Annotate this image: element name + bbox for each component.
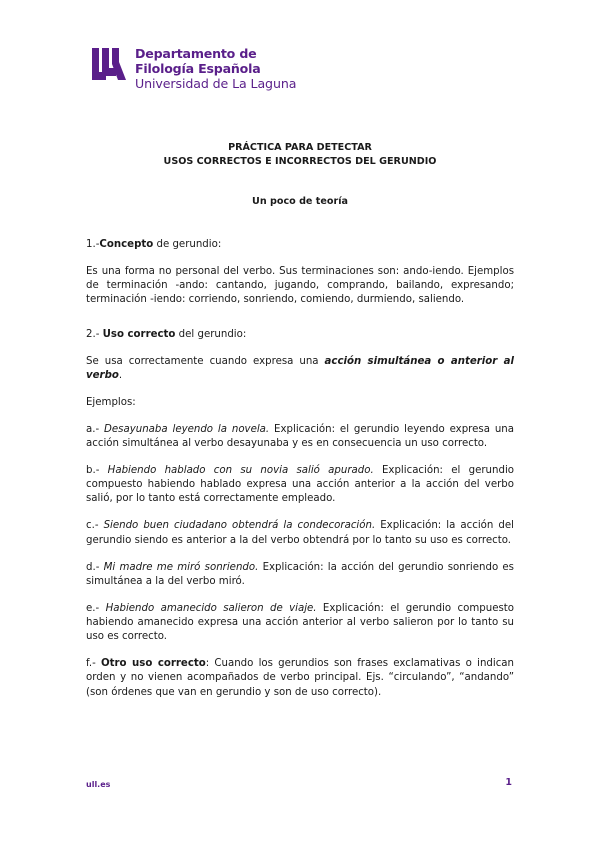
department-line1: Departamento de	[135, 46, 257, 61]
example-d-sentence: Mi madre me miró sonriendo.	[103, 561, 259, 573]
example-a-sentence: Desayunaba leyendo la novela.	[104, 423, 270, 435]
example-a-explanation: Explicación: el gerundio leyendo expresa una acción simultánea al verbo desayunaba y es en consecuencia un uso correcto.	[86, 423, 514, 450]
university-name: Universidad de La Laguna	[135, 76, 297, 91]
example-d	[86, 561, 514, 589]
department-line2: Filología Española	[135, 61, 261, 76]
example-b-prefix: b.-	[86, 465, 108, 477]
section-1-number: 1.-	[86, 239, 100, 250]
page-number: 1	[505, 777, 512, 788]
document-body	[86, 238, 514, 713]
example-f-explanation: : Cuando los gerundios son frases exclamativas o indican orden y no vienen acompañados de verbo principal. Ejs. “circulando”, “andando” (son órdenes que van en gerundio y son de uso correcto).	[86, 658, 514, 698]
example-c	[86, 519, 514, 547]
example-e	[86, 602, 514, 645]
section-subtitle: Un poco de teoría	[252, 196, 348, 207]
section-2-heading	[86, 328, 514, 342]
example-c-sentence: Siendo buen ciudadano obtendrá la condecoración.	[103, 520, 376, 532]
section-1-keyword: Concepto	[99, 239, 154, 250]
example-a	[86, 423, 514, 451]
section-1-heading-rest: de gerundio:	[153, 239, 222, 250]
example-f-keyword: Otro uso correcto	[100, 658, 206, 670]
example-f-prefix: f.-	[86, 658, 101, 670]
example-c-explanation: Explicación: la acción del gerundio siendo es anterior a la del verbo obtendrá por lo tanto su uso es correcto.	[86, 520, 514, 546]
section-1-body: Es una forma no personal del verbo. Sus terminaciones son: ando-iendo. Ejemplos de terminación -ando: cantando, jugando, comprando, bailando, expresando; terminación -iendo: corriendo, sonriendo, comiendo, durmiendo, saliendo.	[86, 266, 514, 306]
example-e-sentence: Habiendo amanecido salieron de viaje.	[105, 602, 317, 614]
example-f	[86, 657, 514, 700]
section-1-heading	[86, 238, 514, 252]
section-2-lead-end: .	[118, 369, 123, 381]
example-b	[86, 464, 514, 507]
ull-logo-icon	[92, 48, 128, 80]
footer-site: ull.es	[86, 780, 111, 789]
example-b-sentence: Habiendo hablado con su novia salió apurado.	[107, 465, 374, 477]
section-2-number: 2.-	[86, 328, 103, 340]
example-e-explanation: Explicación: el gerundio compuesto habiendo amanecido expresa una acción anterior al verbo salieron por lo tanto su uso es correcto.	[86, 602, 514, 643]
department-name	[135, 46, 296, 91]
section-2-lead	[86, 355, 514, 383]
section-2-keyword: Uso correcto	[102, 328, 176, 340]
example-a-prefix: a.-	[86, 423, 105, 435]
example-e-prefix: e.-	[86, 602, 106, 614]
section-2-lead-emphasis: acción simultánea o anterior al verbo	[86, 355, 514, 381]
page-header	[92, 46, 296, 91]
section-2-heading-rest: del gerundio:	[175, 328, 247, 340]
example-d-explanation: Explicación: la acción del gerundio sonriendo es simultánea a la del verbo miró.	[86, 561, 514, 587]
document-title-line2: USOS CORRECTOS E INCORRECTOS DEL GERUNDIO	[163, 156, 437, 167]
example-b-explanation: Explicación: el gerundio compuesto habiendo hablado expresa una acción anterior a la acción del verbo salió, por lo tanto está correctamente empleado.	[86, 465, 515, 505]
section-2-lead-text: Se usa correctamente cuando expresa una	[86, 355, 325, 367]
example-d-prefix: d.-	[86, 561, 104, 573]
example-c-prefix: c.-	[86, 520, 104, 532]
examples-label: Ejemplos:	[86, 396, 136, 408]
document-title-line1: PRÁCTICA PARA DETECTAR	[228, 142, 372, 153]
